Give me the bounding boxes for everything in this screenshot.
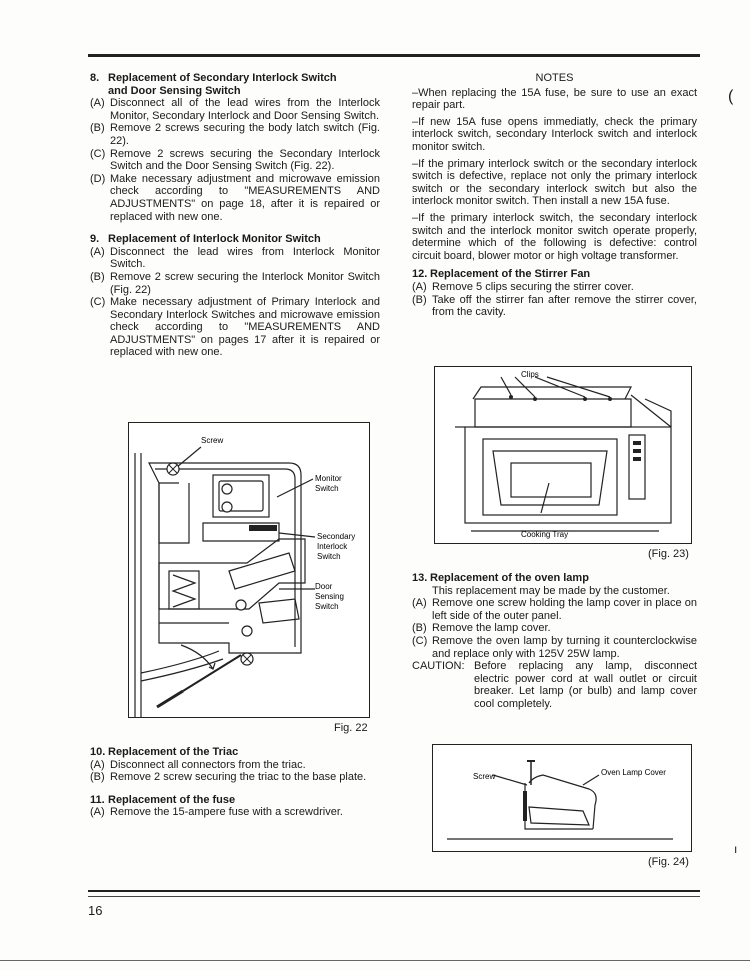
label-door-2: Sensing — [315, 592, 344, 601]
section-9-item-c: (C) Make necessary adjustment of Primary Interlock and Secondary Interlock Switches and microwave emission check according to "MEASUREMENTS AND ADJUSTMENTS" on pages 17 after it is repaired or replaced with new one. — [90, 296, 380, 359]
caution-label: CAUTION: — [412, 660, 465, 673]
section-13 — [412, 572, 697, 711]
section-12-item-a: (A) Remove 5 clips securing the stirrer cover. — [412, 280, 634, 293]
section-8-title-cont: and Door Sensing Switch — [108, 84, 241, 97]
figure-22-caption: Fig. 22 — [334, 722, 368, 734]
figure-23-drawing — [435, 367, 691, 543]
label-door: Door — [315, 582, 333, 591]
right-column — [412, 72, 697, 319]
section-11-title: 11. Replacement of the fuse — [90, 793, 236, 806]
section-9-item-a: (A) Disconnect the lead wires from Interlock Monitor Switch. — [90, 245, 380, 271]
section-13-item-a: (A) Remove one screw holding the lamp cover in place on left side of the outer panel. — [412, 597, 697, 622]
label-screw: Screw — [201, 436, 224, 445]
top-rule — [88, 54, 700, 57]
figure-22 — [128, 422, 370, 718]
section-11-item-a: (A) Remove the 15-ampere fuse with a screwdriver. — [90, 806, 343, 819]
section-13-title: 13. Replacement of the oven lamp — [412, 572, 589, 584]
section-8-item-a: (A) Disconnect all of the lead wires from the Interlock Monitor, Secondary Interlock and Door Sensing Switch. — [90, 97, 380, 122]
figure-24-caption: (Fig. 24) — [648, 856, 689, 868]
section-10-title: 10. Replacement of the Triac — [90, 746, 239, 758]
label-cooking-tray: Cooking Tray — [521, 530, 569, 539]
section-8-title: 8. Replacement of Secondary Interlock Switch — [90, 72, 337, 84]
figure-24 — [432, 744, 692, 852]
figure-22-drawing — [129, 423, 369, 717]
label-secondary-3: Switch — [317, 552, 341, 561]
margin-mark-top: ( — [728, 88, 734, 105]
label-monitor: Monitor — [315, 474, 342, 483]
note-2: –If new 15A fuse opens immediatly, check the primary interlock switch, secondary Interlock switch and interlock monitor switch. — [412, 115, 697, 153]
label-oven-lamp-cover: Oven Lamp Cover — [601, 768, 666, 777]
caution-block — [412, 660, 697, 710]
section-9-title: 9. Replacement of Interlock Monitor Switch — [90, 233, 321, 246]
label-monitor-2: Switch — [315, 484, 339, 493]
figure-23-caption: (Fig. 23) — [648, 548, 689, 560]
section-9-item-b: (B) Remove 2 screw securing the Interlock Monitor Switch (Fig. 22) — [90, 270, 380, 296]
page-number: 16 — [88, 903, 103, 918]
section-8-item-d: (D) Make necessary adjustment and microwave emission check according to "MEASUREMENTS AND ADJUSTMENTS" on page 18, after it is repaired or replaced with new one. — [90, 172, 380, 223]
label-door-3: Switch — [315, 602, 339, 611]
bottom-rule — [88, 890, 700, 892]
label-clips: Clips — [521, 370, 539, 379]
section-13-item-b: (B) Remove the lamp cover. — [412, 622, 551, 635]
figure-23 — [434, 366, 692, 544]
section-12-title: 12. Replacement of the Stirrer Fan — [412, 268, 591, 281]
note-4: –If the primary interlock switch, the secondary interlock switch and the interlock monitor switch operate properly, determine which of the following is defective: control circuit board, blower motor or high voltage transformer. — [412, 211, 697, 262]
footer-rule — [0, 960, 750, 961]
note-1: –When replacing the 15A fuse, be sure to use an exact repair part. — [412, 86, 697, 112]
bottom-rule-thin — [88, 896, 700, 897]
label-screw-24: Screw — [473, 772, 496, 781]
notes-heading: NOTES — [535, 72, 574, 84]
section-8-item-b: (B) Remove 2 screws securing the body latch switch (Fig. 22). — [90, 122, 380, 147]
section-13-intro: This replacement may be made by the customer. — [432, 584, 670, 597]
section-10-item-a: (A) Disconnect all connectors from the triac. — [90, 758, 306, 771]
left-column — [90, 72, 380, 359]
section-13-item-c: (C) Remove the oven lamp by turning it counterclockwise and replace only with 125V 25W lamp. — [412, 634, 697, 660]
margin-mark-bottom: ı — [734, 842, 738, 856]
section-8-item-c: (C) Remove 2 screws securing the Secondary Interlock Switch and the Door Sensing Switch (Fig. 22). — [90, 147, 380, 173]
caution-text: Before replacing any lamp, disconnect electric power cord at wall outlet or circuit breaker. Let lamp (or bulb) and lamp cover cool completely. — [474, 660, 697, 710]
section-10-item-b: (B) Remove 2 screw securing the triac to the base plate. — [90, 771, 367, 784]
label-secondary-2: Interlock — [317, 542, 348, 551]
section-12-item-b: (B) Take off the stirrer fan after remove the stirrer cover, from the cavity. — [412, 293, 697, 319]
figure-24-drawing — [433, 745, 691, 851]
left-bottom-column — [90, 746, 380, 819]
note-3: –If the primary interlock switch or the secondary interlock switch is defective, replace not only the primary interlock switch or the secondary interlock switch but also the interlock monitor switch. Then install a new 15A fuse. — [412, 157, 697, 208]
label-secondary: Secondary — [317, 532, 356, 541]
